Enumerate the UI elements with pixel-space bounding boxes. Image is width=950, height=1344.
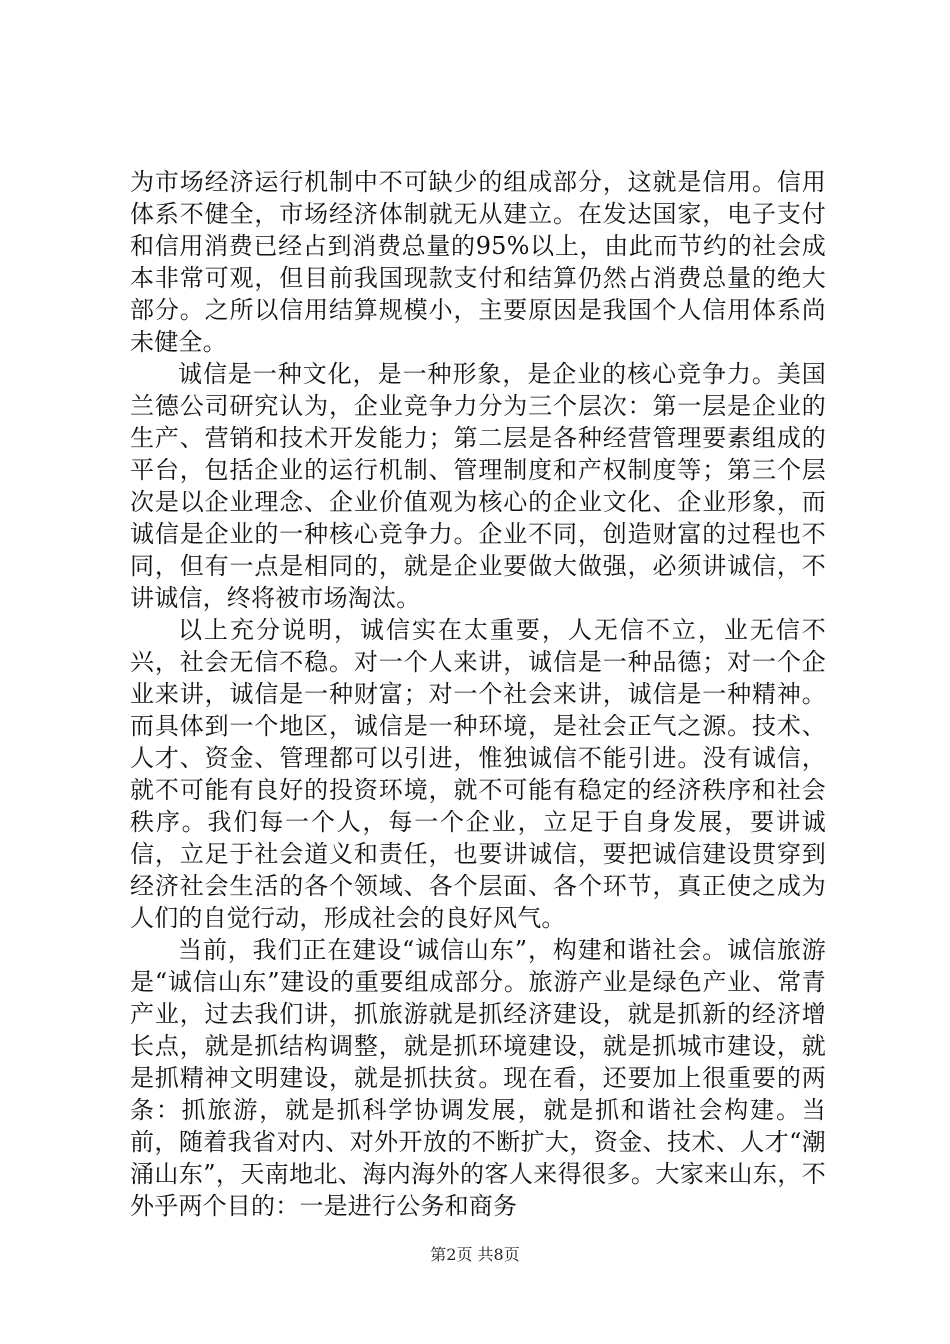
paragraph-integrity-tourism: 当前，我们正在建设“诚信山东”，构建和谐社会。诚信旅游是“诚信山东”建设的重要组成部分。旅游产业是绿色产业、常青产业，过去我们讲，抓旅游就是抓经济建设，就是抓新的经济增长点，就是抓结构调整，就是抓环境建设，就是抓城市建设，就是抓精神文明建设，就是抓扶贫。现在看，还要加上很重要的两条：抓旅游，就是抓科学协调发展，就是抓和谐社会构建。当前，随着我省对内、对外开放的不断扩大，资金、技术、人才“潮涌山东”，天南地北、海内海外的客人来得很多。大家来山东，不外乎两个目的：一是进行公务和商务 — [130, 936, 826, 1220]
document-body — [130, 166, 826, 1222]
paragraph-continuation: 为市场经济运行机制中不可缺少的组成部分，这就是信用。信用体系不健全，市场经济体制就无从建立。在发达国家，电子支付和信用消费已经占到消费总量的95%以上，由此而节约的社会成本非常可观，但目前我国现款支付和结算仍然占消费总量的绝大部分。之所以信用结算规模小，主要原因是我国个人信用体系尚未健全。 — [130, 168, 826, 356]
paragraph-integrity-importance: 以上充分说明，诚信实在太重要，人无信不立，业无信不兴，社会无信不稳。对一个人来讲，诚信是一种品德；对一个企业来讲，诚信是一种财富；对一个社会来讲，诚信是一种精神。而具体到一个地区，诚信是一种环境，是社会正气之源。技术、人才、资金、管理都可以引进，惟独诚信不能引进。没有诚信，就不可能有良好的投资环境，就不可能有稳定的经济秩序和社会秩序。我们每一个人，每一个企业，立足于自身发展，要讲诚信，立足于社会道义和责任，也要讲诚信，要把诚信建设贯穿到经济社会生活的各个领域、各个层面、各个环节，真正使之成为人们的自觉行动，形成社会的良好风气。 — [130, 616, 826, 932]
paragraph-integrity-culture: 诚信是一种文化，是一种形象，是企业的核心竞争力。美国兰德公司研究认为，企业竞争力分为三个层次：第一层是企业的生产、营销和技术开发能力；第二层是各种经营管理要素组成的平台，包括企业的运行机制、管理制度和产权制度等；第三个层次是以企业理念、企业价值观为核心的企业文化、企业形象，而诚信是企业的一种核心竞争力。企业不同，创造财富的过程也不同，但有一点是相同的，就是企业要做大做强，必须讲诚信，不讲诚信，终将被市场淘汰。 — [130, 360, 826, 612]
page-number: 第2页 共8页 — [430, 1245, 520, 1264]
